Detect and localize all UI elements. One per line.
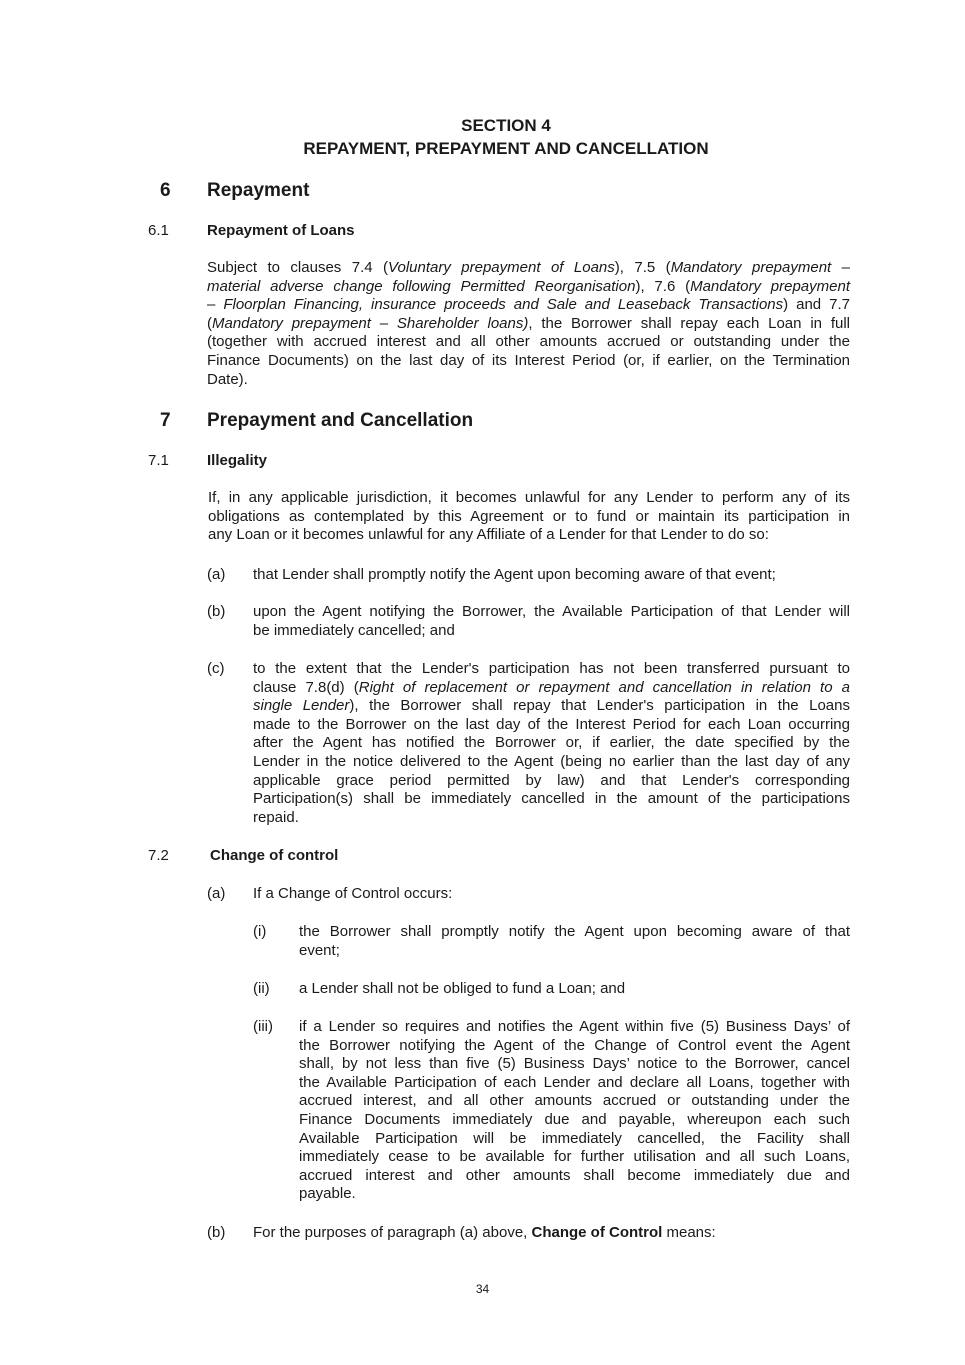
text-line: upon the Agent notifying the Borrower, the Available Participation of that Lender will (253, 603, 850, 620)
italic-reference: Mandatory prepayment (690, 277, 850, 295)
clause-7-1-a-label: (a) (207, 566, 226, 583)
text-line: the Available Participation of each Lender and declare all Loans, together with (299, 1073, 850, 1091)
clause-7-2-a-label: (a) (207, 885, 226, 902)
italic-reference: material adverse change following Permitted Reorganisation (207, 277, 636, 295)
clause-6-1-number: 6.1 (148, 222, 169, 239)
text-line: Participation(s) shall be immediately cancelled in the amount of the participations (253, 790, 850, 808)
text-line: – Floorplan Financing, insurance proceeds and Sale and Leaseback Transactions) and 7.7 (207, 296, 850, 314)
text-line: shall, by not less than five (5) Business Days’ notice to the Borrower, cancel (299, 1055, 850, 1073)
clause-7-2-b-text-after: means: (662, 1224, 716, 1241)
italic-reference: single Lender (253, 697, 350, 715)
text-line: the Borrower notifying the Agent of the Change of Control event the Agent (299, 1036, 850, 1054)
clause-6-1-title: Repayment of Loans (207, 222, 355, 239)
text-line: repaid. (253, 808, 299, 826)
text-line: the Borrower shall promptly notify the Agent upon becoming aware of that (299, 923, 850, 940)
clause-7-title: Prepayment and Cancellation (207, 410, 474, 431)
clause-7-2-b-text-before: For the purposes of paragraph (a) above, (253, 1224, 532, 1241)
text-line: event; (299, 941, 340, 959)
clause-7-2-title: Change of control (210, 847, 339, 864)
clause-6-number: 6 (160, 180, 171, 201)
text-line: accrued interest, and all other amounts accrued or outstanding under the (299, 1092, 850, 1110)
text-line: Available Participation will be immediately cancelled, the Facility shall (299, 1129, 850, 1147)
clause-7-2-a-iii-text (299, 1018, 850, 1204)
clause-7-1-number: 7.1 (148, 452, 169, 469)
clause-7-1-b-text (253, 603, 850, 640)
italic-reference: Right of replacement or repayment and cancellation in relation to a (358, 678, 851, 696)
clause-7-2-number: 7.2 (148, 847, 169, 864)
text-line: (Mandatory prepayment – Shareholder loans), the Borrower shall repay each Loan in full (207, 314, 851, 332)
text-line: clause 7.8(d) (Right of replacement or repayment and cancellation in relation to a (253, 678, 851, 696)
text-line: (together with accrued interest and all other amounts accrued or outstanding under the (207, 333, 850, 351)
text-line: any Loan or it becomes unlawful for any Affiliate of a Lender for that Lender to do so: (208, 526, 769, 544)
text-line: accrued interest and other amounts shall become immediately due and (299, 1166, 850, 1184)
text-line: obligations as contemplated by this Agreement or to fund or maintain its participation in (208, 507, 850, 525)
clause-7-2-a-ii-label: (ii) (253, 980, 270, 997)
page-number: 34 (475, 1282, 490, 1296)
text-line: be immediately cancelled; and (253, 621, 455, 639)
clause-6-title: Repayment (207, 180, 310, 201)
clause-7-number: 7 (160, 410, 171, 431)
italic-reference: Mandatory prepayment – (670, 259, 850, 276)
text-line: to the extent that the Lender's participation has not been transferred pursuant to (253, 660, 850, 677)
italic-reference: Mandatory prepayment – Shareholder loans) (212, 314, 529, 332)
text-line: made to the Borrower on the last day of the Interest Period for each Loan occurring (253, 715, 850, 733)
text-line: payable. (299, 1185, 356, 1203)
clause-7-2-b-text (253, 1224, 716, 1241)
text-line: that Lender shall promptly notify the Agent upon becoming aware of that event; (253, 566, 776, 583)
clause-6-1-body (207, 259, 850, 389)
clause-7-1-c-label: (c) (207, 660, 225, 677)
clause-7-2-a-iii-label: (iii) (253, 1018, 273, 1035)
clause-7-1-title: Illegality (207, 452, 268, 469)
clause-7-1-b-label: (b) (207, 603, 226, 620)
clause-7-2-a-i-text (299, 923, 850, 960)
text-line: applicable grace period permitted by law) and that Lender's corresponding (253, 771, 850, 789)
italic-reference: Voluntary prepayment of Loans (388, 259, 615, 276)
text-line: Date). (207, 370, 248, 388)
text-line: if a Lender so requires and notifies the Agent within five (5) Business Days’ of (299, 1018, 850, 1035)
clause-7-2-a-ii-text (299, 980, 850, 999)
text-line: Finance Documents immediately due and payable, whereupon each such (299, 1110, 850, 1128)
text-line: Finance Documents) on the last day of its Interest Period (or, if earlier, on the Termination (207, 351, 850, 369)
text-line: after the Agent has notified the Borrower or, if earlier, the date specified by the (253, 734, 850, 752)
clause-7-2-b-label: (b) (207, 1224, 226, 1241)
italic-reference: – Floorplan Financing, insurance proceeds and Sale and Leaseback Transactions (207, 296, 784, 314)
clause-7-1-a-text (253, 566, 850, 585)
section-title: REPAYMENT, PREPAYMENT AND CANCELLATION (303, 139, 709, 158)
clause-7-1-intro (208, 489, 850, 545)
clause-7-1-c-text (253, 660, 850, 827)
text-line: immediately cease to be available for further utilisation and all such Loans, (299, 1148, 850, 1166)
text-line: Lender in the notice delivered to the Agent (being no earlier than the last day of any (253, 752, 850, 770)
clause-7-2-a-text: If a Change of Control occurs: (253, 885, 453, 902)
text-line: Subject to clauses 7.4 (Voluntary prepayment of Loans), 7.5 (Mandatory prepayment – (207, 259, 850, 276)
text-line: material adverse change following Permitted Reorganisation), 7.6 (Mandatory prepayment (207, 277, 850, 295)
clause-7-2-a-i-label: (i) (253, 923, 267, 940)
text-line: If, in any applicable jurisdiction, it becomes unlawful for any Lender to perform any of its (208, 489, 850, 506)
text-line: a Lender shall not be obliged to fund a Loan; and (299, 980, 626, 997)
section-number: SECTION 4 (461, 116, 551, 135)
text-line: single Lender), the Borrower shall repay that Lender's participation in the Loans (253, 697, 850, 715)
defined-term-change-of-control: Change of Control (531, 1224, 663, 1241)
